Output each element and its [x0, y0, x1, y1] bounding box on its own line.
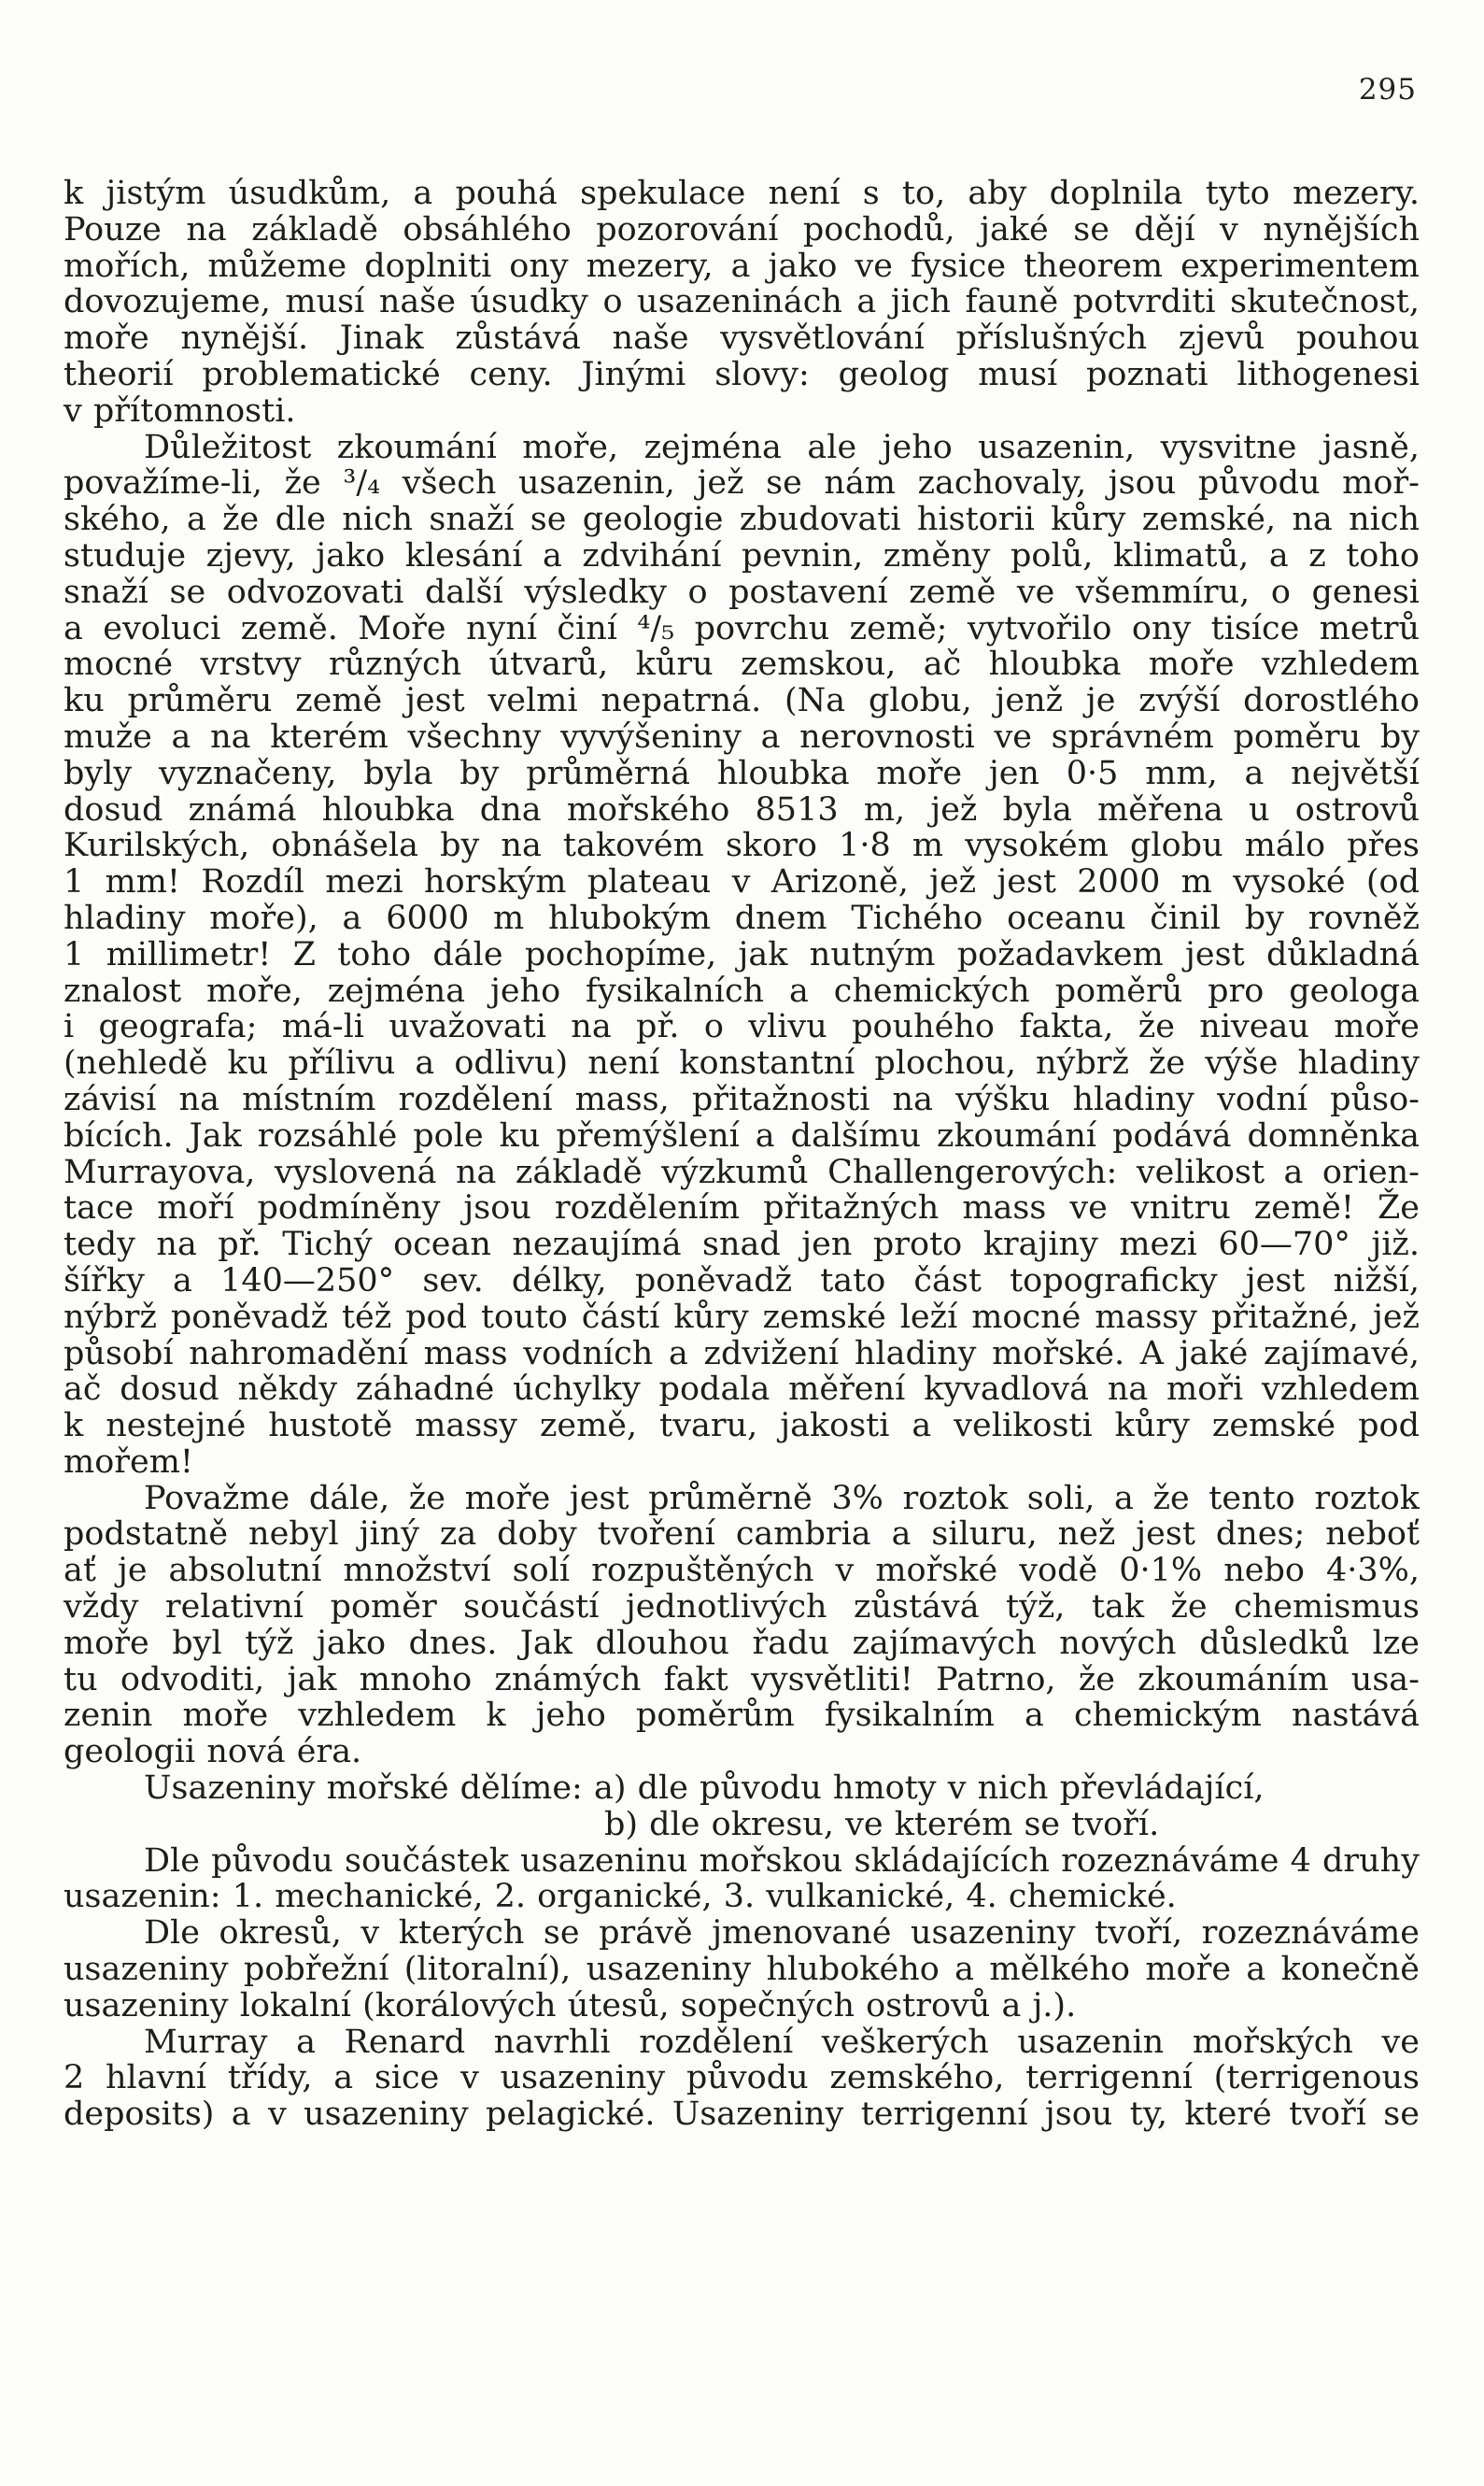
line: tedy na př. Tichý ocean nezaujímá snad jen proto krajiny mezi 60—70° již.: [64, 1226, 1420, 1264]
line: podstatně nebyl jiný za doby tvoření cambria a siluru, než jest dnes; neboť: [64, 1515, 1420, 1554]
line: muže a na kterém všechny vyvýšeniny a nerovnosti ve správném poměru by: [64, 717, 1420, 756]
line: Murray a Renard navrhli rozdělení veškerých usazenin mořských ve: [144, 2023, 1420, 2061]
line: dovozujeme, musí naše úsudky o usazeninách a jich fauně potvrditi skutečnost,: [64, 283, 1420, 321]
body-text: [64, 176, 1420, 2133]
line: Důležitost zkoumání moře, zejména ale jeho usazenin, vysvitne jasně,: [144, 428, 1420, 466]
line: nýbrž poněvadž též pod touto částí kůry zemské leží mocné massy přitažné, jež: [64, 1298, 1420, 1336]
line: znalost moře, zejména jeho fysikalních a chemických poměrů pro geologa: [64, 972, 1420, 1010]
line: šířky a 140—250° sev. délky, poněvadž tato část topograficky jest nižší,: [64, 1261, 1420, 1300]
line: tu odvoditi, jak mnoho známých fakt vysvětliti! Patrno, že zkoumáním usa-: [64, 1660, 1420, 1698]
line: ať je absolutní množství solí rozpuštěných v mořské vodě 0·1% nebo 4·3%,: [64, 1552, 1420, 1590]
line: mořích, můžeme doplniti ony mezery, a jako ve fysice theorem experimentem: [64, 247, 1420, 285]
paragraph-4: [64, 1770, 1420, 1843]
line: theorií problematické ceny. Jinými slovy: geolog musí poznati lithogenesi: [64, 355, 1420, 393]
line: mořem!: [64, 1442, 193, 1481]
line: moře byl týž jako dnes. Jak dlouhou řadu zajímavých nových důsledků lze: [64, 1624, 1420, 1662]
line: považíme-li, že ³/₄ všech usazenin, jež se nám zachovaly, jsou původu moř-: [64, 464, 1420, 503]
line: ku průměru země jest velmi nepatrná. (Na globu, jenž je zvýší dorostlého: [64, 682, 1420, 720]
line: mocné vrstvy různých útvarů, kůru zemskou, ač hloubka moře vzhledem: [64, 646, 1420, 684]
line: ač dosud někdy záhadné úchylky podala měření kyvadlová na moři vzhledem: [64, 1371, 1420, 1409]
line: usazeniny lokalní (korálových útesů, sopečných ostrovů a j.).: [64, 1986, 1077, 2024]
line: k nestejné hustotě massy země, tvaru, jakosti a velikosti kůry zemské pod: [64, 1407, 1420, 1445]
line: 1 mm! Rozdíl mezi horským plateau v Arizoně, jež jest 2000 m vysoké (od: [64, 863, 1420, 902]
line: Považme dále, že moře jest průměrně 3% roztok soli, a že tento roztok: [144, 1479, 1420, 1517]
paragraph-6: [64, 1915, 1420, 2024]
line: tace moří podmíněny jsou rozdělením přitažných mass ve vnitru země! Že: [64, 1189, 1420, 1228]
line: byly vyznačeny, byla by průměrná hloubka moře jen 0·5 mm, a největší: [64, 754, 1420, 792]
line: hladiny moře), a 6000 m hlubokým dnem Tichého oceanu činil by rovněž: [64, 899, 1420, 937]
line: (nehledě ku přílivu a odlivu) není konstantní plochou, nýbrž že výše hladiny: [64, 1044, 1420, 1083]
paragraph-7: [64, 2024, 1420, 2133]
paragraph-5: [64, 1843, 1420, 1916]
line: studuje zjevy, jako klesání a zdvihání pevnin, změny polů, klimatů, a z toho: [64, 536, 1420, 575]
line: i geografa; má-li uvažovati na př. o vlivu pouhého fakta, že niveau moře: [64, 1008, 1420, 1046]
line: usazenin: 1. mechanické, 2. organické, 3. vulkanické, 4. chemické.: [64, 1878, 1177, 1916]
page-number: 295: [1358, 73, 1417, 107]
line: dosud známá hloubka dna mořského 8513 m, jež byla měřena u ostrovů: [64, 790, 1420, 829]
line: moře nynější. Jinak zůstává naše vysvětlování příslušných zjevů pouhou: [64, 320, 1420, 358]
line: snaží se odvozovati další výsledky o postavení země ve všemmíru, o genesi: [64, 573, 1420, 611]
line: geologii nová éra.: [64, 1733, 362, 1771]
line: Dle původu součástek usazeninu mořskou skládajících rozeznáváme 4 druhy: [144, 1841, 1420, 1880]
line: usazeniny pobřežní (litoralní), usazeniny hlubokého a mělkého moře a konečně: [64, 1951, 1420, 1989]
line: závisí na místním rozdělení mass, přitažnosti na výšku hladiny vodní půso-: [64, 1080, 1420, 1118]
line: 2 hlavní třídy, a sice v usazeniny původu zemského, terrigenní (terrigenous: [64, 2059, 1420, 2097]
line: působí nahromadění mass vodních a zdvižení hladiny mořské. A jaké zajímavé,: [64, 1334, 1420, 1372]
line: Pouze na základě obsáhlého pozorování pochodů, jaké se dějí v nynějších: [64, 210, 1420, 249]
line: bících. Jak rozsáhlé pole ku přemýšlení a dalšímu zkoumání podává domněnka: [64, 1116, 1420, 1155]
line: Usazeniny mořské dělíme: a) dle původu hmoty v nich převládající,: [144, 1769, 1265, 1808]
line: a evoluci země. Moře nyní činí ⁴/₅ povrchu země; vytvořilo ony tisíce metrů: [64, 609, 1420, 647]
line: Dle okresů, v kterých se právě jmenované usazeniny tvoří, rozeznáváme: [144, 1914, 1420, 1953]
paragraph-3: [64, 1481, 1420, 1770]
paragraph-1: [64, 176, 1420, 430]
line: b) dle okresu, ve kterém se tvoří.: [604, 1805, 1160, 1843]
line: ského, a že dle nich snaží se geologie zbudovati historii kůry zemské, na nich: [64, 501, 1420, 539]
line: Murrayova, vyslovená na základě výzkumů Challengerových: velikost a orien-: [64, 1153, 1420, 1191]
line: 1 millimetr! Z toho dále pochopíme, jak nutným požadavkem jest důkladná: [64, 935, 1420, 973]
line: vždy relativní poměr součástí jednotlivých zůstává týž, tak že chemismus: [64, 1588, 1420, 1627]
line: zenin moře vzhledem k jeho poměrům fysikalním a chemickým nastává: [64, 1697, 1420, 1735]
line: v přítomnosti.: [64, 391, 296, 430]
line: deposits) a v usazeniny pelagické. Usazeniny terrigenní jsou ty, které tvoří se: [64, 2095, 1420, 2134]
line: k jistým úsudkům, a pouhá spekulace není s to, aby doplnila tyto mezery.: [64, 175, 1420, 212]
line: Kurilských, obnášela by na takovém skoro 1·8 m vysokém globu málo přes: [64, 827, 1420, 865]
paragraph-2: [64, 430, 1420, 1481]
